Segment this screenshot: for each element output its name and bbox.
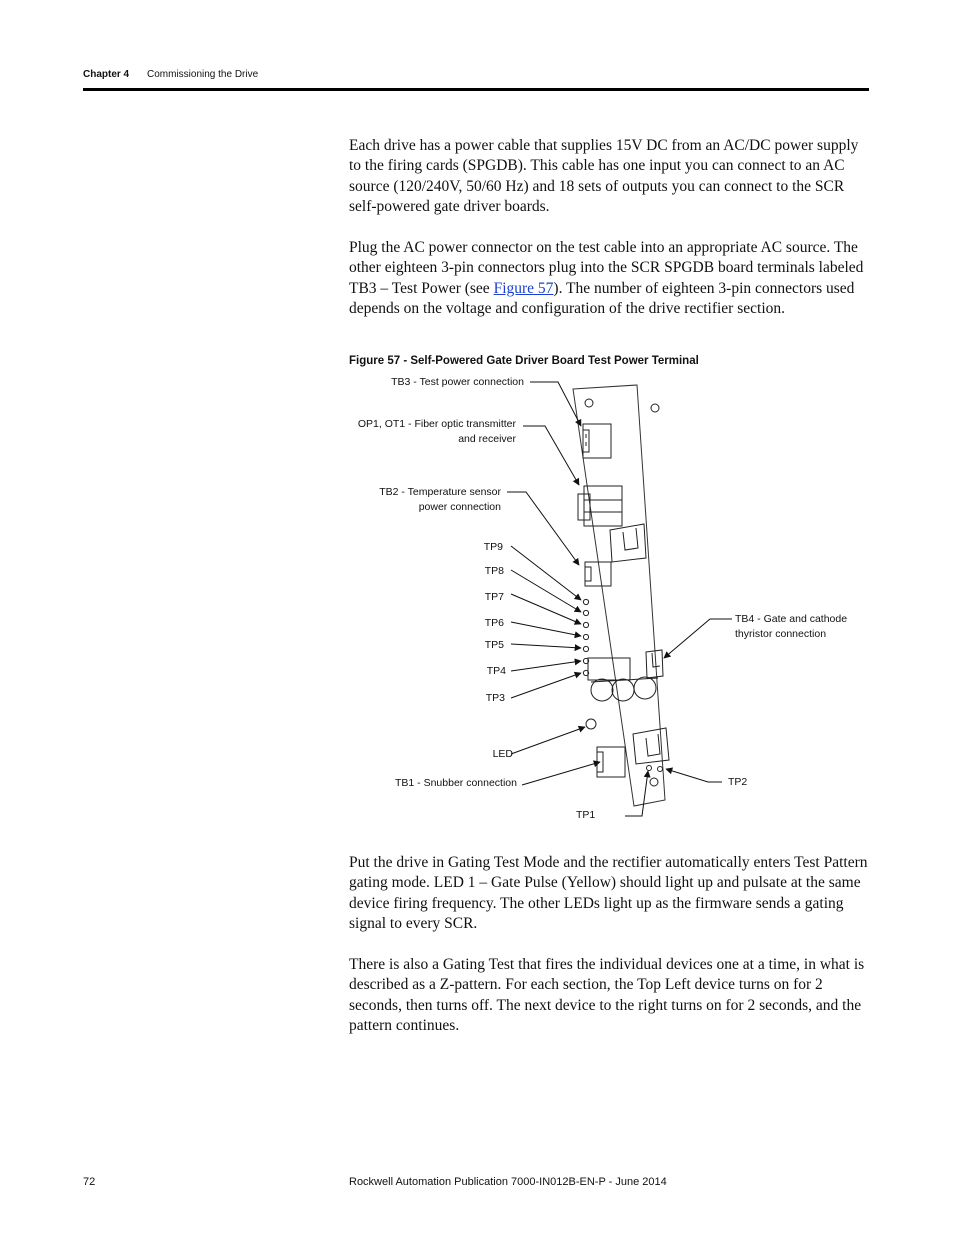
- label-tp4: TP4: [486, 665, 506, 677]
- mounting-hole: [585, 399, 593, 407]
- label-tb2-line2: power connection: [418, 501, 501, 513]
- label-tb1: TB1 - Snubber connection: [395, 777, 517, 789]
- label-tp7: TP7: [484, 591, 504, 603]
- label-tp9: TP9: [483, 541, 503, 553]
- tb2-connector: [578, 486, 622, 526]
- publication-info: Rockwell Automation Publication 7000-IN012B-EN-P - June 2014: [349, 1176, 667, 1188]
- label-op1-line1: OP1, OT1 - Fiber optic transmitter: [357, 418, 516, 430]
- label-tb4-line2: thyristor connection: [735, 628, 827, 640]
- tp2-pin: [658, 767, 663, 772]
- board-outline: [573, 385, 665, 806]
- label-tp8: TP8: [484, 565, 504, 577]
- clip-connector: [610, 524, 646, 562]
- lower-clip-connector: [633, 728, 669, 764]
- gate-driver-board-figure: [340, 372, 848, 827]
- label-led: LED: [492, 748, 513, 760]
- paragraph-ac-connector-text-start: Plug the AC power connector on the test cable into an appropriate AC source. The other eighteen 3-pin connectors plug into the SCR SPGDB board terminals labeled TB3 – Test Power (see: [349, 239, 864, 297]
- page-number: 72: [83, 1176, 96, 1188]
- paragraph-power-cable: Each drive has a power cable that supplies 15V DC from an AC/DC power supply to the firing cards (SPGDB). This cable has one input you can connect to an AC source (120/240V, 50/60 Hz) and 18 sets of outputs you can connect to the SCR self-powered gate driver boards.: [349, 137, 859, 215]
- mounting-hole: [651, 404, 659, 412]
- tp9-connector: [585, 562, 611, 586]
- chapter-label: Chapter 4: [83, 69, 130, 80]
- led-component: [586, 719, 596, 729]
- tb4-connector: [646, 650, 663, 678]
- tp1-pin: [647, 766, 652, 771]
- mounting-hole: [650, 778, 658, 786]
- capacitor-block: [588, 658, 658, 701]
- figure-57-link[interactable]: Figure 57: [493, 279, 554, 297]
- gate-driver-board-diagram: [340, 372, 780, 827]
- paragraph-ac-connector-text-end: ). The number of eighteen 3-pin connectors used depends on the voltage and configuration of the drive rectifier section.: [349, 279, 855, 317]
- chapter-title: Commissioning the Drive: [147, 69, 259, 80]
- header-rule: [83, 88, 869, 91]
- label-tp6: TP6: [484, 617, 504, 629]
- label-op1-line2: and receiver: [458, 433, 516, 445]
- tb1-connector: [597, 747, 625, 777]
- paragraph-z-pattern: There is also a Gating Test that fires the individual devices one at a time, in what is described as a Z-pattern. For each section, the Top Left device turns on for 2 seconds, then turns off. The next device to the right turns on for 2 seconds, and the pattern continues.: [349, 956, 865, 1034]
- label-tp5: TP5: [484, 639, 504, 651]
- leader-lines: [507, 382, 732, 816]
- tb3-connector: [583, 424, 611, 458]
- label-tb4-line1: TB4 - Gate and cathode: [735, 613, 848, 625]
- label-tb3: TB3 - Test power connection: [391, 376, 524, 388]
- label-tp3: TP3: [485, 692, 505, 704]
- figure-caption: Figure 57 - Self-Powered Gate Driver Board Test Power Terminal: [349, 355, 699, 367]
- label-tp1: TP1: [576, 809, 596, 821]
- label-tp2: TP2: [728, 776, 748, 788]
- label-tb2-line1: TB2 - Temperature sensor: [379, 486, 501, 498]
- paragraph-gating-test-mode: Put the drive in Gating Test Mode and the rectifier automatically enters Test Pattern gating mode. LED 1 – Gate Pulse (Yellow) should light up and pulsate at the same device firing frequency. The other LEDs light up as the firmware sends a gating signal to every SCR.: [349, 854, 868, 932]
- page-header: [83, 67, 869, 91]
- paragraph-ac-connector: [349, 238, 869, 319]
